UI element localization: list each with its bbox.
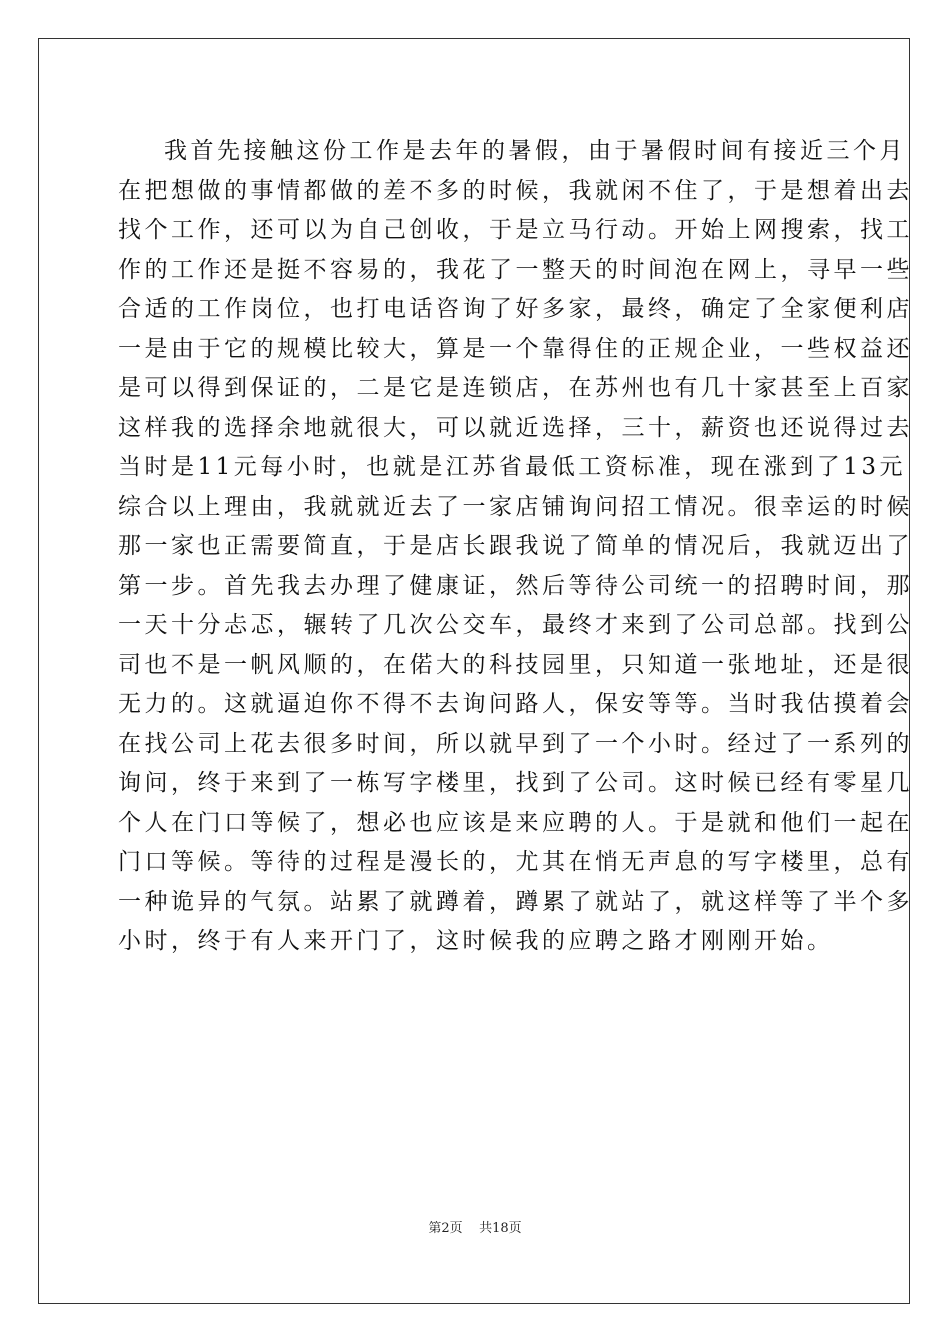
text-line: 一种诡异的气氛。站累了就蹲着，蹲累了就站了，就这样等了半个多: [118, 888, 913, 915]
text-line: 在找公司上花去很多时间，所以就早到了一个小时。经过了一系列的: [118, 730, 913, 757]
body-paragraph: [118, 132, 913, 962]
text-line: 这样我的选择余地就很大，可以就近选择，三十，薪资也还说得过去: [118, 414, 913, 441]
text-line: 我首先接触这份工作是去年的暑假，由于暑假时间有接近三个月: [164, 138, 906, 164]
text-line: 那一家也正需要简直，于是店长跟我说了简单的情况后，我就迈出了: [118, 533, 913, 559]
text-line: 询问，终于来到了一栋写字楼里，找到了公司。这时候已经有零星几: [118, 770, 913, 796]
page-number: 第2页: [428, 1221, 463, 1236]
text-line: 门口等候。等待的过程是漫长的，尤其在悄无声息的写字楼里，总有: [118, 849, 913, 875]
text-line: 找个工作，还可以为自己创收，于是立马行动。开始上网搜索，找工: [118, 217, 913, 243]
text-line: 一是由于它的规模比较大，算是一个靠得住的正规企业，一些权益还: [118, 335, 913, 362]
text-line: 综合以上理由，我就就近去了一家店铺询问招工情况。很幸运的时候: [118, 493, 913, 520]
page-footer: [0, 1220, 950, 1238]
text-line: 无力的。这就逼迫你不得不去询问路人，保安等等。当时我估摸着会: [118, 691, 913, 717]
text-line: 当时是11元每小时，也就是江苏省最低工资标准，现在涨到了13元: [118, 454, 907, 480]
text-line: 在把想做的事情都做的差不多的时候，我就闲不住了，于是想着出去: [118, 177, 913, 204]
text-line: 是可以得到保证的，二是它是连锁店，在苏州也有几十家甚至上百家: [118, 375, 913, 401]
text-line: 一天十分忐忑，辗转了几次公交车，最终才来到了公司总部。找到公: [118, 612, 913, 638]
text-line: 第一步。首先我去办理了健康证，然后等待公司统一的招聘时间，那: [118, 572, 913, 599]
page-total: 共18页: [479, 1221, 522, 1236]
text-line: 合适的工作岗位，也打电话咨询了好多家，最终，确定了全家便利店: [118, 296, 913, 322]
text-line: 作的工作还是挺不容易的，我花了一整天的时间泡在网上，寻早一些: [118, 256, 913, 283]
text-line: 个人在门口等候了，想必也应该是来应聘的人。于是就和他们一起在: [118, 809, 913, 836]
text-line: 小时，终于有人来开门了，这时候我的应聘之路才刚刚开始。: [118, 928, 834, 954]
text-line: 司也不是一帆风顺的，在偌大的科技园里，只知道一张地址，还是很: [118, 651, 913, 678]
